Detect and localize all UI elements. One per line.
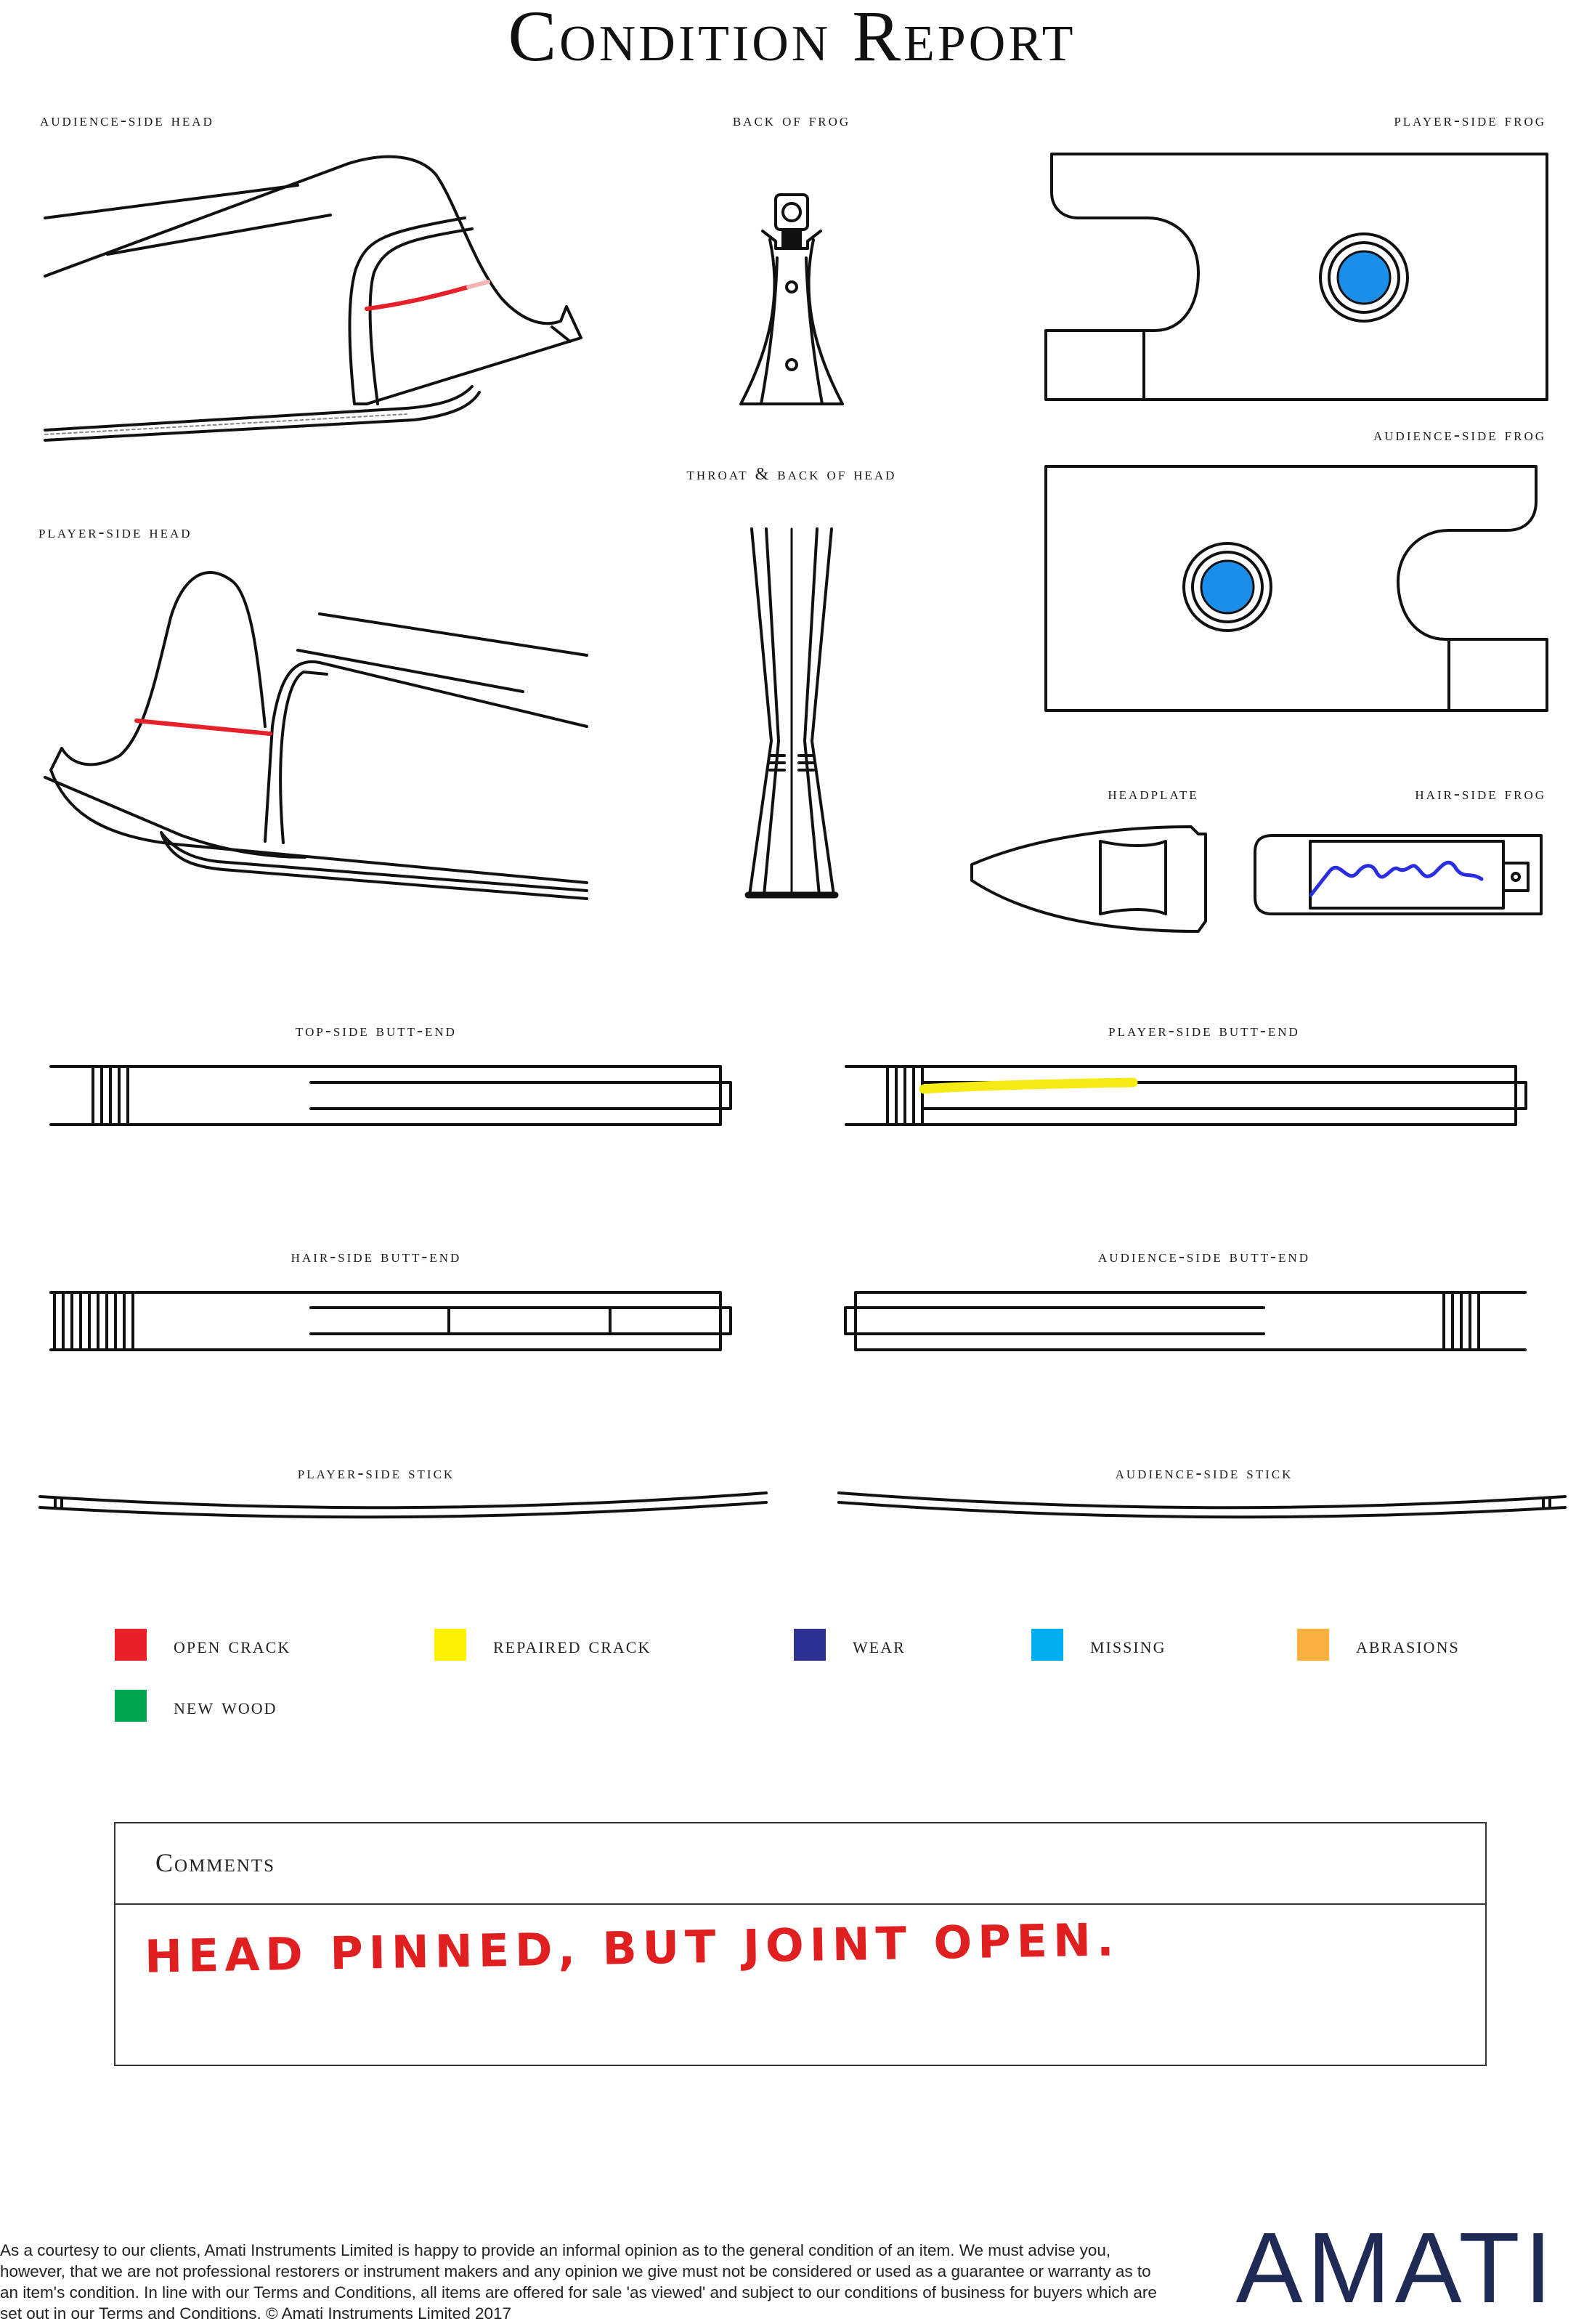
back-of-frog-drawing: [741, 195, 842, 404]
player-side-butt-end-drawing: [846, 1066, 1526, 1125]
legend-label-wear: wear: [853, 1631, 906, 1658]
headplate-drawing: [972, 827, 1206, 931]
label-player-side-butt-end: player-side butt-end: [1108, 1021, 1300, 1040]
legend-swatch-abrasions: [1297, 1629, 1329, 1661]
disclaimer-text: As a courtesy to our clients, Amati Instruments Limited is happy to provide an informal opinion as to the general condition of an item. We must advise you, however, that we are not professional restorers or instrument makers and any opinion we give must not be considered or used as a guarantee or warranty as to an item's condition. In line with our Terms and Conditions, all items are offered for sale 'as viewed' and subject to our conditions of business for buyers which are set out in our Terms and Conditions. © Amati Instruments Limited 2017: [0, 2241, 1157, 2323]
legend-label-open-crack: open crack: [174, 1631, 291, 1658]
legend-open-crack: [115, 1629, 291, 1661]
label-audience-side-head: audience-side head: [40, 111, 214, 130]
comments-text[interactable]: HEAD PINNED, BUT JOINT OPEN.: [144, 1913, 1121, 1983]
hair-side-butt-end-drawing: [51, 1292, 731, 1350]
label-player-side-stick: player-side stick: [297, 1464, 455, 1483]
label-hair-side-frog: hair-side frog: [1415, 785, 1546, 803]
label-throat-back-of-head: throat & back of head: [686, 465, 897, 484]
comments-box: [114, 1822, 1487, 2066]
label-audience-side-butt-end: audience-side butt-end: [1098, 1247, 1310, 1266]
label-top-side-butt-end: top-side butt-end: [296, 1021, 457, 1040]
page-title: Condition Report: [508, 0, 1076, 76]
audience-side-frog-drawing: [1046, 466, 1547, 710]
legend-swatch-open-crack: [115, 1629, 147, 1661]
legend-new-wood: [115, 1690, 277, 1722]
throat-back-of-head-drawing: [748, 529, 835, 895]
label-back-of-frog: back of frog: [732, 111, 851, 130]
audience-side-stick-drawing: [839, 1493, 1565, 1517]
legend-label-abrasions: abrasions: [1356, 1631, 1460, 1658]
legend-swatch-missing: [1031, 1629, 1063, 1661]
legend-swatch-wear: [794, 1629, 826, 1661]
hair-side-frog-drawing: [1255, 835, 1541, 914]
legend-swatch-new-wood: [115, 1690, 147, 1722]
player-side-stick-drawing: [40, 1493, 766, 1517]
legend-abrasions: [1297, 1629, 1460, 1661]
legend-wear: [794, 1629, 906, 1661]
audience-side-butt-end-drawing: [845, 1292, 1525, 1350]
label-headplate: headplate: [1108, 785, 1199, 803]
legend-label-missing: missing: [1090, 1631, 1166, 1658]
player-side-head-drawing: [45, 572, 587, 899]
label-player-side-head: player-side head: [38, 523, 192, 542]
label-hair-side-butt-end: hair-side butt-end: [291, 1247, 462, 1266]
top-side-butt-end-drawing: [51, 1066, 731, 1125]
legend-missing: [1031, 1629, 1166, 1661]
label-audience-side-stick: audience-side stick: [1115, 1464, 1293, 1483]
legend-label-repaired-crack: repaired crack: [493, 1631, 651, 1658]
legend-swatch-repaired-crack: [434, 1629, 466, 1661]
audience-side-head-drawing: [45, 157, 581, 440]
label-player-side-frog: player-side frog: [1394, 111, 1546, 130]
label-audience-side-frog: audience-side frog: [1373, 426, 1546, 445]
amati-logo: AMATI: [1235, 2212, 1556, 2324]
legend-label-new-wood: new wood: [174, 1692, 277, 1719]
legend-repaired-crack: [434, 1629, 651, 1661]
comments-heading: Comments: [115, 1823, 1485, 1905]
player-side-frog-drawing: [1046, 154, 1547, 400]
